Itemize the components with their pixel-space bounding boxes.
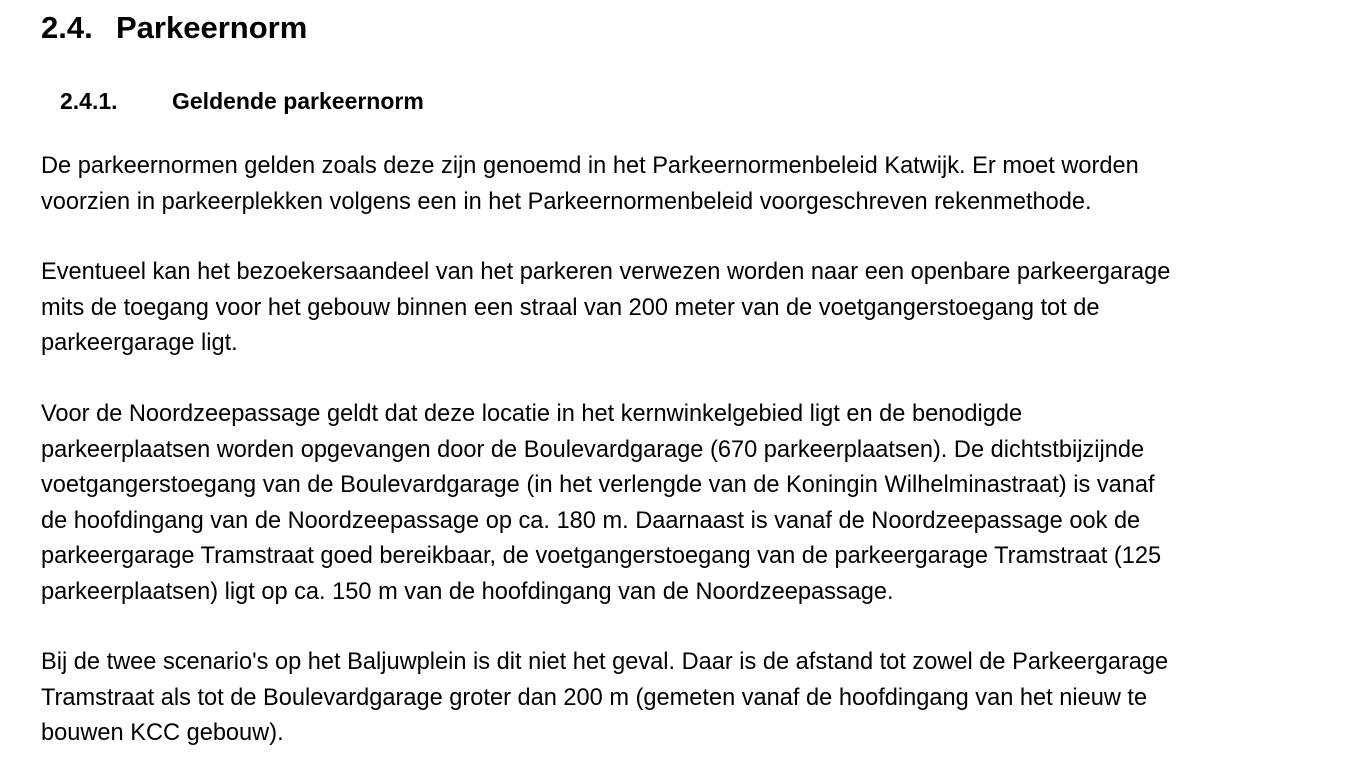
paragraph-line: De parkeernormen gelden zoals deze zijn genoemd in het Parkeernormenbeleid Katwijk. Er moet worden xyxy=(41,153,1139,179)
paragraph-line: parkeergarage Tramstraat goed bereikbaar, de voetgangerstoegang van de parkeergarage Tramstraat (125 xyxy=(41,543,1162,569)
paragraph-noordzeepassage xyxy=(41,397,1331,610)
section-number: 2.4. xyxy=(41,10,93,45)
subsection-number: 2.4.1. xyxy=(60,88,118,114)
paragraph-parking-norms xyxy=(41,149,1331,220)
paragraph-line: parkeerplaatsen worden opgevangen door de Boulevardgarage (670 parkeerplaatsen). De dichtstbijzijnde xyxy=(41,436,1145,463)
paragraph-line: voorzien in parkeerplekken volgens een in het Parkeernormenbeleid voorgeschreven rekenmethode. xyxy=(41,188,1092,215)
paragraph-line: parkeerplaatsen) ligt op ca. 150 m van de hoofdingang van de Noordzeepassage. xyxy=(41,578,894,605)
paragraph-line: parkeergarage ligt. xyxy=(41,330,238,356)
section-heading xyxy=(41,8,307,48)
paragraph-line: Eventueel kan het bezoekersaandeel van het parkeren verwezen worden naar een openbare parkeergarage xyxy=(41,259,1171,285)
paragraph-line: bouwen KCC gebouw). xyxy=(41,720,284,746)
paragraph-line: de hoofdingang van de Noordzeepassage op ca. 180 m. Daarnaast is vanaf de Noordzeepassage ook de xyxy=(41,507,1141,534)
subsection-heading xyxy=(60,86,424,116)
subsection-title: Geldende parkeernorm xyxy=(172,88,424,114)
paragraph-line: Voor de Noordzeepassage geldt dat deze locatie in het kernwinkelgebied ligt en de benodigde xyxy=(41,401,1023,427)
paragraph-baljuwplein xyxy=(41,645,1331,752)
paragraph-line: Bij de twee scenario's op het Baljuwplein is dit niet het geval. Daar is de afstand tot zowel de Parkeergarage xyxy=(41,649,1169,675)
paragraph-visitor-share xyxy=(41,255,1331,362)
paragraph-line: voetgangerstoegang van de Boulevardgarage (in het verlengde van de Koningin Wilhelminastraat) is vanaf xyxy=(41,472,1155,498)
paragraph-line: mits de toegang voor het gebouw binnen een straal van 200 meter van de voetgangerstoegang tot de xyxy=(41,294,1100,321)
section-title: Parkeernorm xyxy=(116,10,308,45)
paragraph-line: Tramstraat als tot de Boulevardgarage groter dan 200 m (gemeten vanaf de hoofdingang van het nieuw te xyxy=(41,684,1148,711)
